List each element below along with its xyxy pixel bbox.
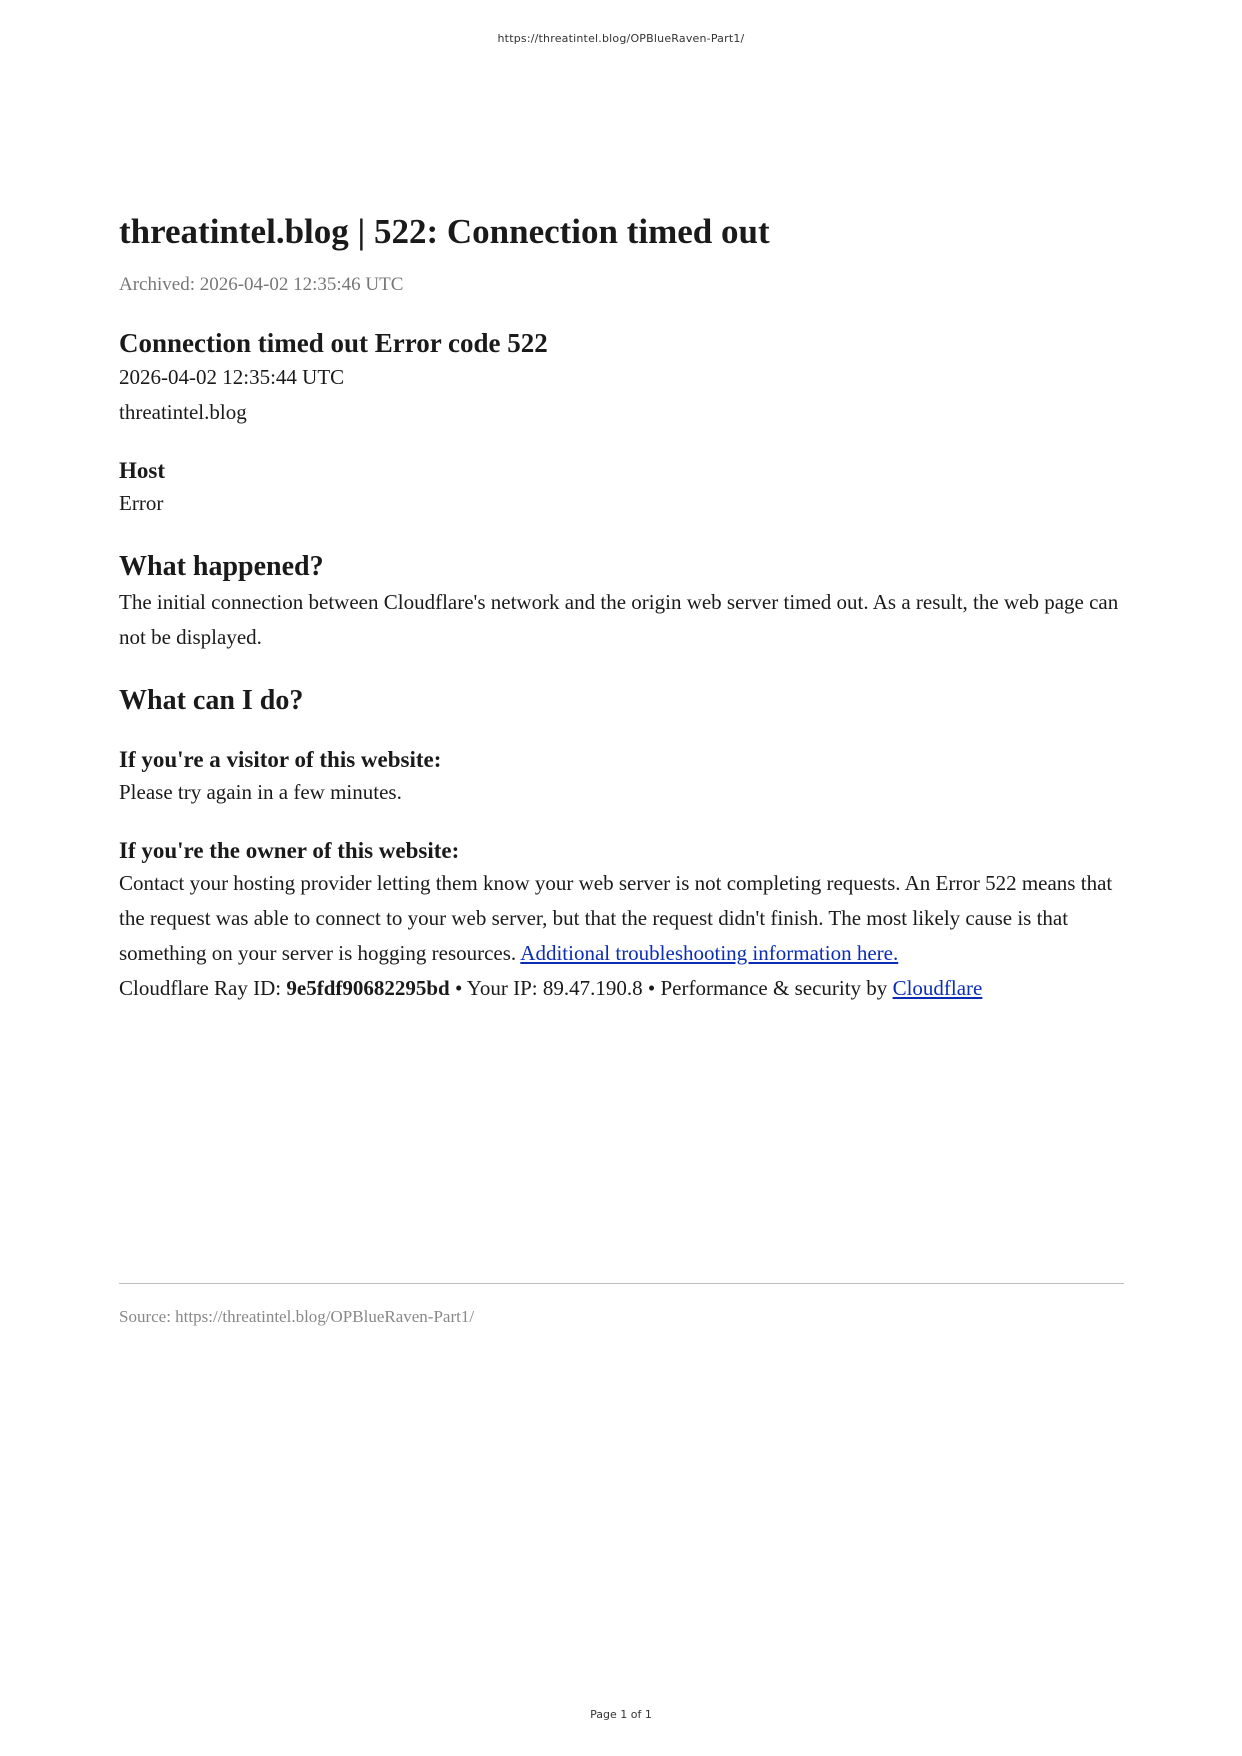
document-body xyxy=(119,210,1124,1006)
what-happened-heading: What happened? xyxy=(119,551,324,582)
visitor-text: Please try again in a few minutes. xyxy=(119,780,402,804)
owner-heading: If you're the owner of this website: xyxy=(119,838,460,863)
header-url: https://threatintel.blog/OPBlueRaven-Part1/ xyxy=(497,32,745,45)
owner-paragraph xyxy=(119,866,1124,971)
archived-timestamp: Archived: 2026-04-02 12:35:46 UTC xyxy=(119,274,404,295)
host-name: threatintel.blog xyxy=(119,400,247,424)
owner-text: Contact your hosting provider letting them know your web server is not completing requests. An Error 522 means that the request was able to connect to your web server, but that the request didn't finish. The most likely cause is that something on your server is hogging resources. xyxy=(119,871,1113,965)
error-timestamp: 2026-04-02 12:35:44 UTC xyxy=(119,365,345,389)
ray-prefix: Cloudflare Ray ID: xyxy=(119,976,287,1000)
host-label: Host xyxy=(119,458,165,483)
ray-id: 9e5fdf90682295bd xyxy=(286,976,450,1000)
source-url: Source: https://threatintel.blog/OPBlueRaven-Part1/ xyxy=(119,1307,475,1326)
ray-id-line xyxy=(119,971,1124,1006)
what-happened-text: The initial connection between Cloudflare's network and the origin web server timed out. As a result, the web page can not be displayed. xyxy=(119,590,1119,649)
footer-divider xyxy=(119,1283,1124,1284)
page-title: threatintel.blog | 522: Connection timed out xyxy=(119,212,770,251)
page-number: Page 1 of 1 xyxy=(590,1708,652,1721)
ray-middle: • Your IP: 89.47.190.8 • Performance & security by xyxy=(449,976,893,1000)
troubleshooting-link[interactable]: Additional troubleshooting information here. xyxy=(520,941,899,965)
error-label: Error xyxy=(119,491,164,515)
what-can-i-do-heading: What can I do? xyxy=(119,685,304,716)
cloudflare-link[interactable]: Cloudflare xyxy=(892,976,983,1000)
visitor-heading: If you're a visitor of this website: xyxy=(119,747,442,772)
error-heading: Connection timed out Error code 522 xyxy=(119,328,548,358)
